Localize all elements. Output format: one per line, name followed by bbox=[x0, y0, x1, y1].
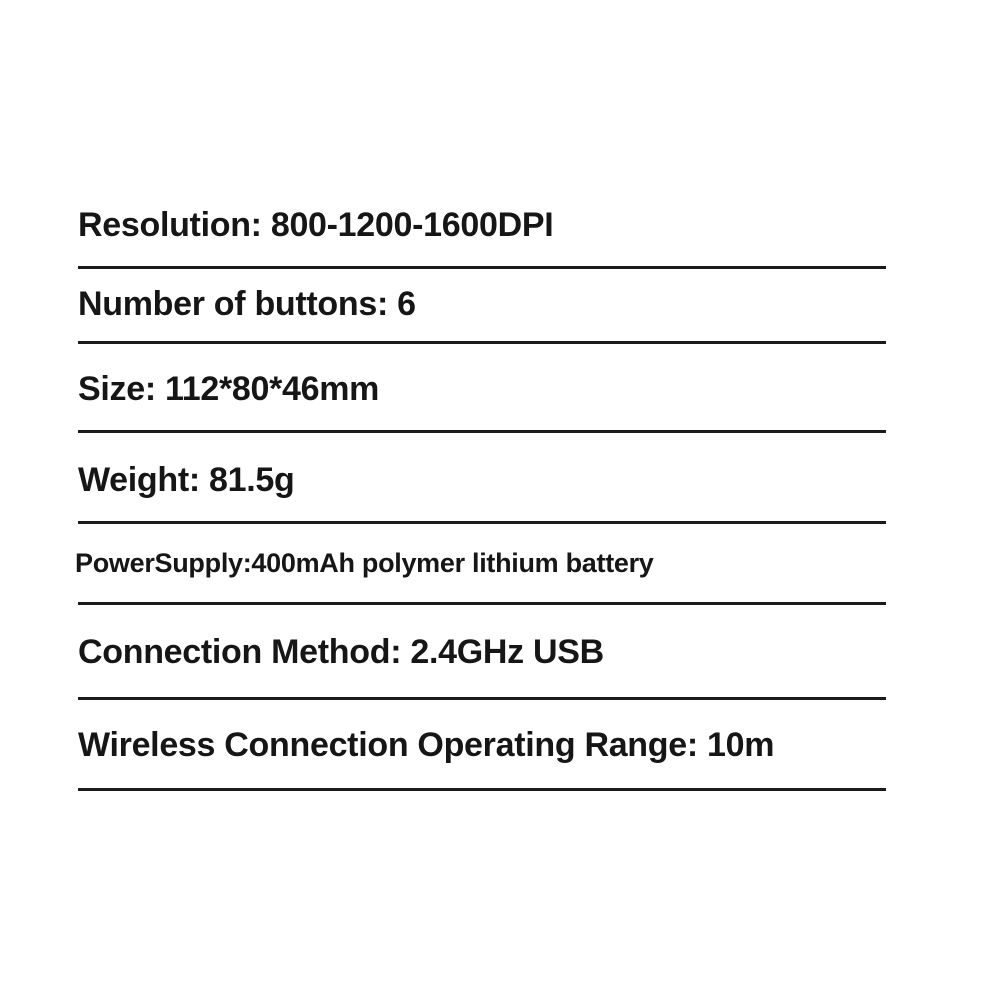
product-spec-sheet bbox=[75, 186, 886, 791]
spec-row-size bbox=[78, 344, 886, 433]
spec-text-connection-method: Connection Method: 2.4GHz USB bbox=[78, 633, 604, 671]
spec-row-wireless-range bbox=[78, 700, 886, 791]
spec-row-buttons bbox=[78, 269, 886, 344]
spec-row-resolution bbox=[78, 186, 886, 269]
spec-text-resolution: Resolution: 800-1200-1600DPI bbox=[78, 206, 554, 244]
spec-row-weight bbox=[78, 433, 886, 524]
spec-row-connection-method bbox=[78, 605, 886, 700]
spec-text-buttons: Number of buttons: 6 bbox=[78, 285, 416, 323]
spec-text-weight: Weight: 81.5g bbox=[78, 461, 295, 499]
spec-text-wireless-range: Wireless Connection Operating Range: 10m bbox=[78, 726, 775, 764]
spec-text-power-supply: PowerSupply:400mAh polymer lithium battery bbox=[75, 548, 654, 578]
spec-text-size: Size: 112*80*46mm bbox=[78, 370, 380, 408]
spec-row-power-supply bbox=[75, 524, 886, 605]
